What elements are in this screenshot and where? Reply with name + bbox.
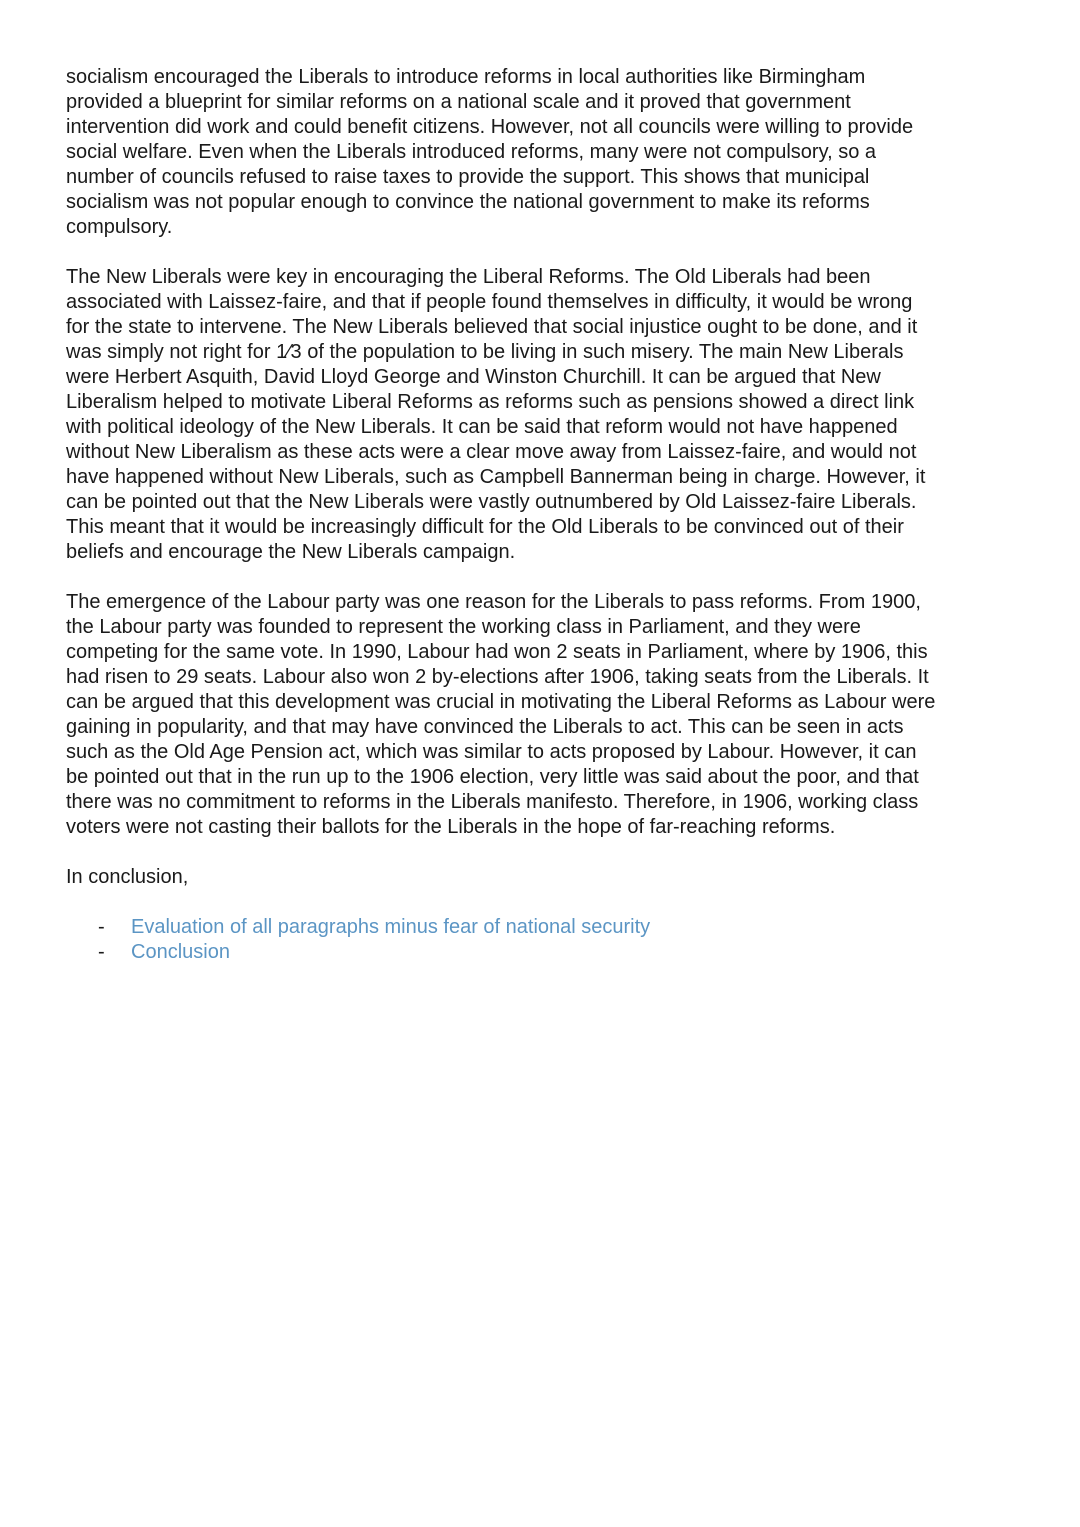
paragraph-municipal-socialism: socialism encouraged the Liberals to introduce reforms in local authorities like Birmingham provided a blueprint for similar reforms on a national scale and it proved that government intervention did work and could benefit citizens. However, not all councils were willing to provide social welfare. Even when the Liberals introduced reforms, many were not compulsory, so a number of councils refused to raise taxes to provide the support. This shows that municipal socialism was not popular enough to convince the national government to make its reforms compulsory.	[66, 66, 914, 238]
note-conclusion: Conclusion	[131, 941, 230, 963]
paragraph-new-liberals: The New Liberals were key in encouraging the Liberal Reforms. The Old Liberals had been associated with Laissez-faire, and that if people found themselves in difficulty, it would be wrong for the state to intervene. The New Liberals believed that social injustice ought to be done, and it was simply not right for 1⁄3 of the population to be living in such misery. The main New Liberals were Herbert Asquith, David Lloyd George and Winston Churchill. It can be argued that New Liberalism helped to motivate Liberal Reforms as reforms such as pensions showed a direct link with political ideology of the New Liberals. It can be said that reform would not have happened without New Liberalism as these acts were a clear move away from Laissez-faire, and would not have happened without New Liberals, such as Campbell Bannerman being in charge. However, it can be pointed out that the New Liberals were vastly outnumbered by Old Laissez-faire Liberals. This meant that it would be increasingly difficult for the Old Liberals to be convinced out of their beliefs and encourage the New Liberals campaign.	[66, 266, 926, 563]
dash-bullet: -	[98, 941, 105, 963]
notes-list	[66, 915, 1026, 965]
paragraph-conclusion-opening: In conclusion,	[66, 866, 189, 888]
list-item	[66, 940, 1026, 965]
paragraph-labour-party: The emergence of the Labour party was one reason for the Liberals to pass reforms. From 1900, the Labour party was founded to represent the working class in Parliament, and they were competing for the same vote. In 1990, Labour had won 2 seats in Parliament, where by 1906, this had risen to 29 seats. Labour also won 2 by-elections after 1906, taking seats from the Liberals. It can be argued that this development was crucial in motivating the Liberal Reforms as Labour were gaining in popularity, and that may have convinced the Liberals to act. This can be seen in acts such as the Old Age Pension act, which was similar to acts proposed by Labour. However, it can be pointed out that in the run up to the 1906 election, very little was said about the poor, and that there was no commitment to reforms in the Liberals manifesto. Therefore, in 1906, working class voters were not casting their ballots for the Liberals in the hope of far-reaching reforms.	[66, 591, 936, 838]
dash-bullet: -	[98, 916, 105, 938]
list-item	[66, 915, 1026, 940]
note-evaluation: Evaluation of all paragraphs minus fear of national security	[131, 916, 651, 938]
document-page	[66, 65, 1026, 965]
